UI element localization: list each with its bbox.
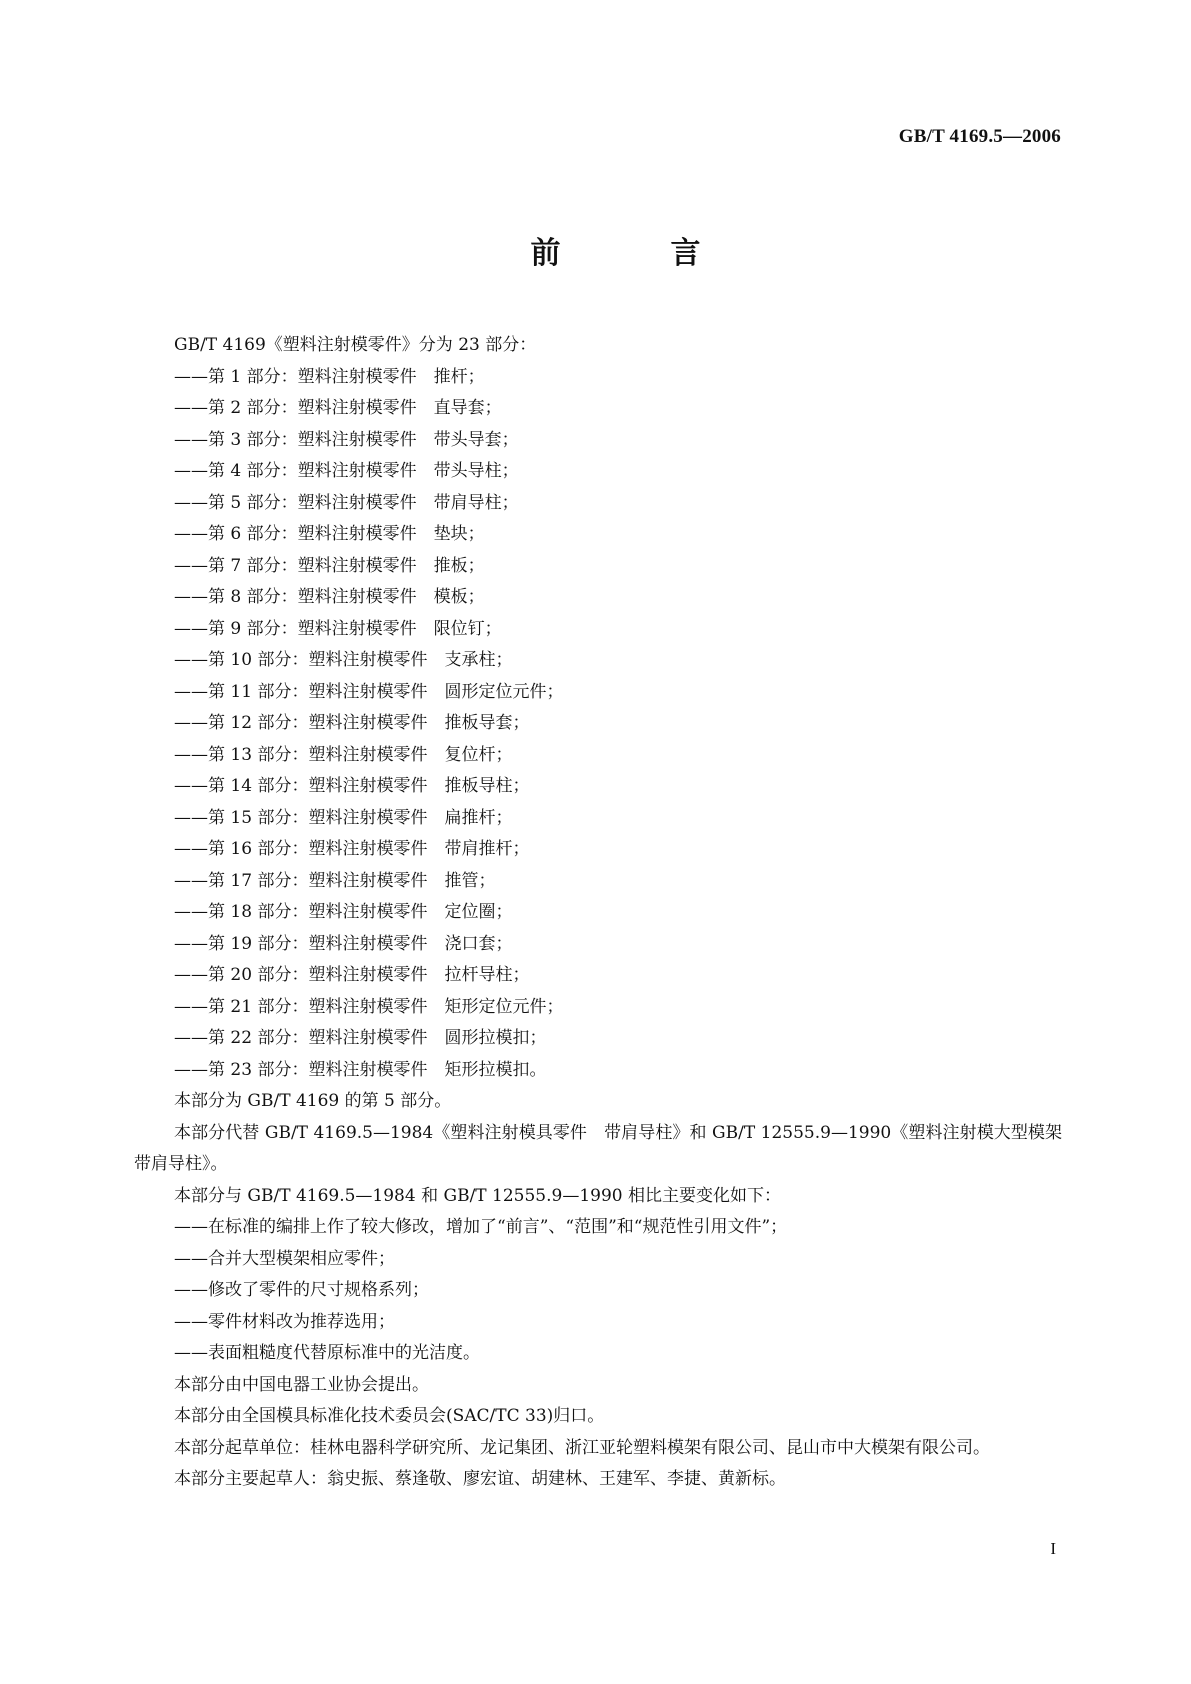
- part-list-item: ——第 1 部分：塑料注射模零件 推杆；: [174, 366, 485, 387]
- intro-line: GB/T 4169《塑料注射模零件》分为 23 部分：: [174, 335, 537, 355]
- part-list-item: ——第 9 部分：塑料注射模零件 限位钉；: [174, 618, 502, 639]
- foreword-body: [134, 330, 1079, 1496]
- part-list-item: ——第 20 部分：塑料注射模零件 拉杆导柱；: [174, 965, 530, 985]
- part-list-item: ——第 14 部分：塑料注射模零件 推板导柱；: [174, 776, 530, 796]
- part-list-item: ——第 12 部分：塑料注射模零件 推板导套；: [174, 713, 530, 733]
- part-list-item: ——第 16 部分：塑料注射模零件 带肩推杆；: [174, 839, 530, 859]
- page-number: I: [1050, 1539, 1056, 1558]
- changes-list: [134, 1212, 1062, 1370]
- part-list-item: ——第 3 部分：塑料注射模零件 带头导套；: [174, 429, 519, 450]
- part-list-item: ——第 22 部分：塑料注射模零件 圆形拉模扣；: [174, 1028, 547, 1048]
- part-list-item: ——第 7 部分：塑料注射模零件 推板；: [174, 555, 485, 576]
- parts-list: [134, 362, 1062, 1087]
- proposed-by-line: 本部分由中国电器工业协会提出。: [174, 1374, 429, 1395]
- part-list-item: ——第 15 部分：塑料注射模零件 扁推杆；: [174, 807, 513, 828]
- part-list-item: ——第 2 部分：塑料注射模零件 直导套；: [174, 398, 502, 418]
- change-list-item: ——合并大型模架相应零件；: [174, 1248, 395, 1269]
- part-list-item: ——第 8 部分：塑料注射模零件 模板；: [174, 587, 485, 607]
- drafting-units-paragraph: 本部分起草单位：桂林电器科学研究所、龙记集团、浙江亚轮塑料模架有限公司、昆山市中大模架有限公司。: [174, 1437, 990, 1458]
- part-list-item: ——第 21 部分：塑料注射模零件 矩形定位元件；: [174, 996, 564, 1017]
- change-list-item: ——零件材料改为推荐选用；: [174, 1311, 395, 1332]
- changes-intro-line: 本部分与 GB/T 4169.5—1984 和 GB/T 12555.9—1990 相比主要变化如下：: [174, 1185, 782, 1206]
- replaces-paragraph: 本部分代替 GB/T 4169.5—1984《塑料注射模具零件 带肩导柱》和 GB/T 12555.9—1990《塑料注射模大型模架 带肩导柱》。: [134, 1122, 1079, 1174]
- change-list-item: ——在标准的编排上作了较大修改，增加了“前言”、“范围”和“规范性引用文件”；: [174, 1217, 788, 1237]
- part-list-item: ——第 13 部分：塑料注射模零件 复位杆；: [174, 744, 513, 765]
- part-list-item: ——第 11 部分：塑料注射模零件 圆形定位元件；: [174, 681, 564, 702]
- part-list-item: ——第 4 部分：塑料注射模零件 带头导柱；: [174, 461, 519, 481]
- part-list-item: ——第 18 部分：塑料注射模零件 定位圈；: [174, 902, 513, 922]
- change-list-item: ——修改了零件的尺寸规格系列；: [174, 1280, 429, 1300]
- part-list-item: ——第 17 部分：塑料注射模零件 推管；: [174, 870, 496, 891]
- drafters-line: 本部分主要起草人：翁史振、蔡逢敬、廖宏谊、胡建林、王建军、李捷、黄新标。: [174, 1469, 786, 1489]
- page-title: 前 言: [530, 236, 741, 271]
- part-list-item: ——第 23 部分：塑料注射模零件 矩形拉模扣。: [174, 1059, 547, 1080]
- this-part-line: 本部分为 GB/T 4169 的第 5 部分。: [174, 1091, 452, 1111]
- part-list-item: ——第 5 部分：塑料注射模零件 带肩导柱；: [174, 492, 519, 513]
- part-list-item: ——第 10 部分：塑料注射模零件 支承柱；: [174, 650, 513, 670]
- standard-code: GB/T 4169.5—2006: [898, 126, 1061, 147]
- part-list-item: ——第 19 部分：塑料注射模零件 浇口套；: [174, 933, 513, 954]
- managed-by-line: 本部分由全国模具标准化技术委员会(SAC/TC 33)归口。: [174, 1406, 605, 1426]
- part-list-item: ——第 6 部分：塑料注射模零件 垫块；: [174, 524, 485, 544]
- change-list-item: ——表面粗糙度代替原标准中的光洁度。: [174, 1343, 480, 1363]
